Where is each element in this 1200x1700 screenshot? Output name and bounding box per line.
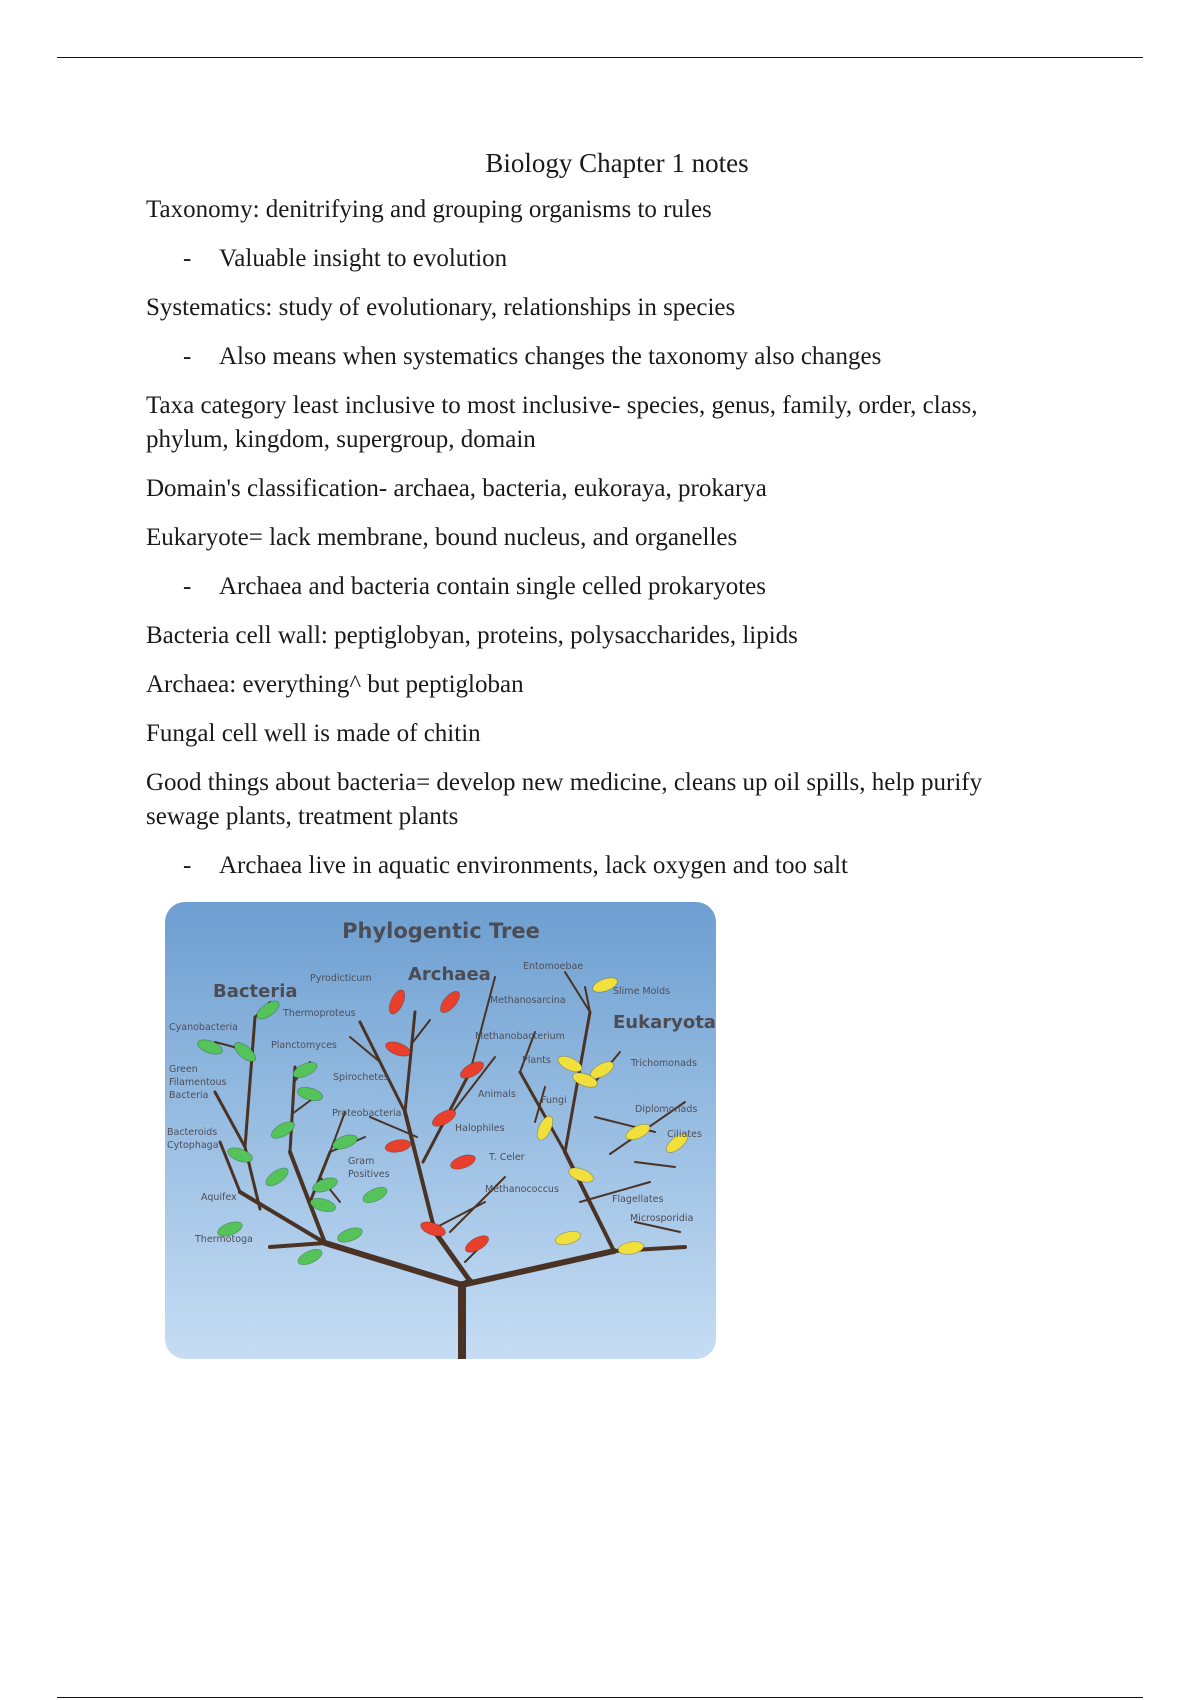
label-cyanobacteria: Cyanobacteria (169, 1022, 238, 1033)
note-line: sewage plants, treatment plants (146, 803, 459, 830)
bullet-item (183, 570, 1046, 604)
bullet-text: Valuable insight to evolution (219, 245, 508, 272)
label-animals: Animals (478, 1089, 516, 1100)
group-label-archaea: Archaea (408, 964, 491, 985)
label-thermotoga: Thermotoga (195, 1234, 253, 1245)
note-line: phylum, kingdom, supergroup, domain (146, 426, 536, 453)
tree-title: Phylogentic Tree (342, 919, 540, 943)
label-green-filamentous: Bacteria (169, 1090, 209, 1101)
bullet-item (183, 849, 1046, 883)
note-archaea: Archaea: everything^ but peptigloban (146, 671, 524, 698)
bullet-dash: - (183, 245, 192, 272)
bullet-text: Also means when systematics changes the taxonomy also changes (219, 343, 882, 370)
note-bacteria-cell-wall: Bacteria cell wall: peptiglobyan, proteins, polysaccharides, lipids (146, 622, 798, 649)
footer-rule (57, 1697, 1143, 1698)
label-bacteroids: Bacteroids (167, 1127, 218, 1138)
label-t-celer: T. Celer (489, 1152, 525, 1163)
label-diplomonads: Diplomonads (635, 1104, 698, 1115)
label-bacteroids: Cytophaga (167, 1140, 219, 1151)
bullet-dash: - (183, 343, 192, 370)
bullet-text: Archaea and bacteria contain single celled prokaryotes (219, 573, 766, 600)
label-planctomyces: Planctomyces (271, 1040, 337, 1051)
bullet-dash: - (183, 852, 192, 879)
label-aquifex: Aquifex (201, 1192, 237, 1203)
bullet-item (183, 242, 1046, 276)
note-line: Taxa category least inclusive to most inclusive- species, genus, family, order, class, (146, 392, 978, 419)
label-trichomonads: Trichomonads (631, 1058, 697, 1069)
label-methanosarcina: Methanosarcina (490, 995, 566, 1006)
page-title: Biology Chapter 1 notes (485, 148, 749, 178)
bullet-item (183, 340, 1046, 374)
label-green-filamentous: Green (169, 1064, 198, 1075)
label-spirochetes: Spirochetes (333, 1072, 389, 1083)
label-flagellates: Flagellates (612, 1194, 664, 1205)
note-systematics: Systematics: study of evolutionary, relationships in species (146, 294, 736, 321)
note-eukaryote: Eukaryote= lack membrane, bound nucleus, and organelles (146, 524, 738, 551)
note-domain-classification: Domain's classification- archaea, bacteria, eukoraya, prokarya (146, 475, 767, 502)
label-fungi: Fungi (541, 1095, 567, 1106)
header-rule (57, 57, 1143, 58)
label-pyrodicticum: Pyrodicticum (310, 973, 372, 984)
bullet-dash: - (183, 573, 192, 600)
label-plants: Plants (522, 1055, 551, 1066)
label-proteobacteria: Proteobacteria (332, 1108, 402, 1119)
bullet-text: Archaea live in aquatic environments, lack oxygen and too salt (219, 852, 848, 879)
label-halophiles: Halophiles (455, 1123, 505, 1134)
label-gram-positives: Positives (348, 1169, 390, 1180)
label-thermoproteus: Thermoproteus (283, 1008, 356, 1019)
note-taxonomy: Taxonomy: denitrifying and grouping organisms to rules (146, 196, 712, 223)
label-slime-molds: Slime Molds (613, 986, 671, 997)
label-methanobacterium: Methanobacterium (475, 1031, 565, 1042)
label-methanococcus: Methanococcus (485, 1184, 559, 1195)
group-label-eukaryota: Eukaryota (613, 1012, 716, 1033)
phylogenetic-tree-figure (165, 902, 716, 1359)
phylogenetic-tree-illustration (165, 902, 716, 1359)
note-good-bacteria (146, 766, 1046, 834)
note-fungal-cell-wall: Fungal cell well is made of chitin (146, 720, 481, 747)
note-taxa-category (146, 389, 1046, 457)
group-label-bacteria: Bacteria (213, 981, 298, 1002)
label-ciliates: Ciliates (667, 1129, 702, 1140)
label-green-filamentous: Filamentous (169, 1077, 227, 1088)
note-line: Good things about bacteria= develop new medicine, cleans up oil spills, help purify (146, 769, 983, 796)
label-gram-positives: Gram (348, 1156, 375, 1167)
label-entomoebae: Entomoebae (523, 961, 584, 972)
notes-body (146, 193, 1046, 898)
label-microsporidia: Microsporidia (630, 1213, 694, 1224)
